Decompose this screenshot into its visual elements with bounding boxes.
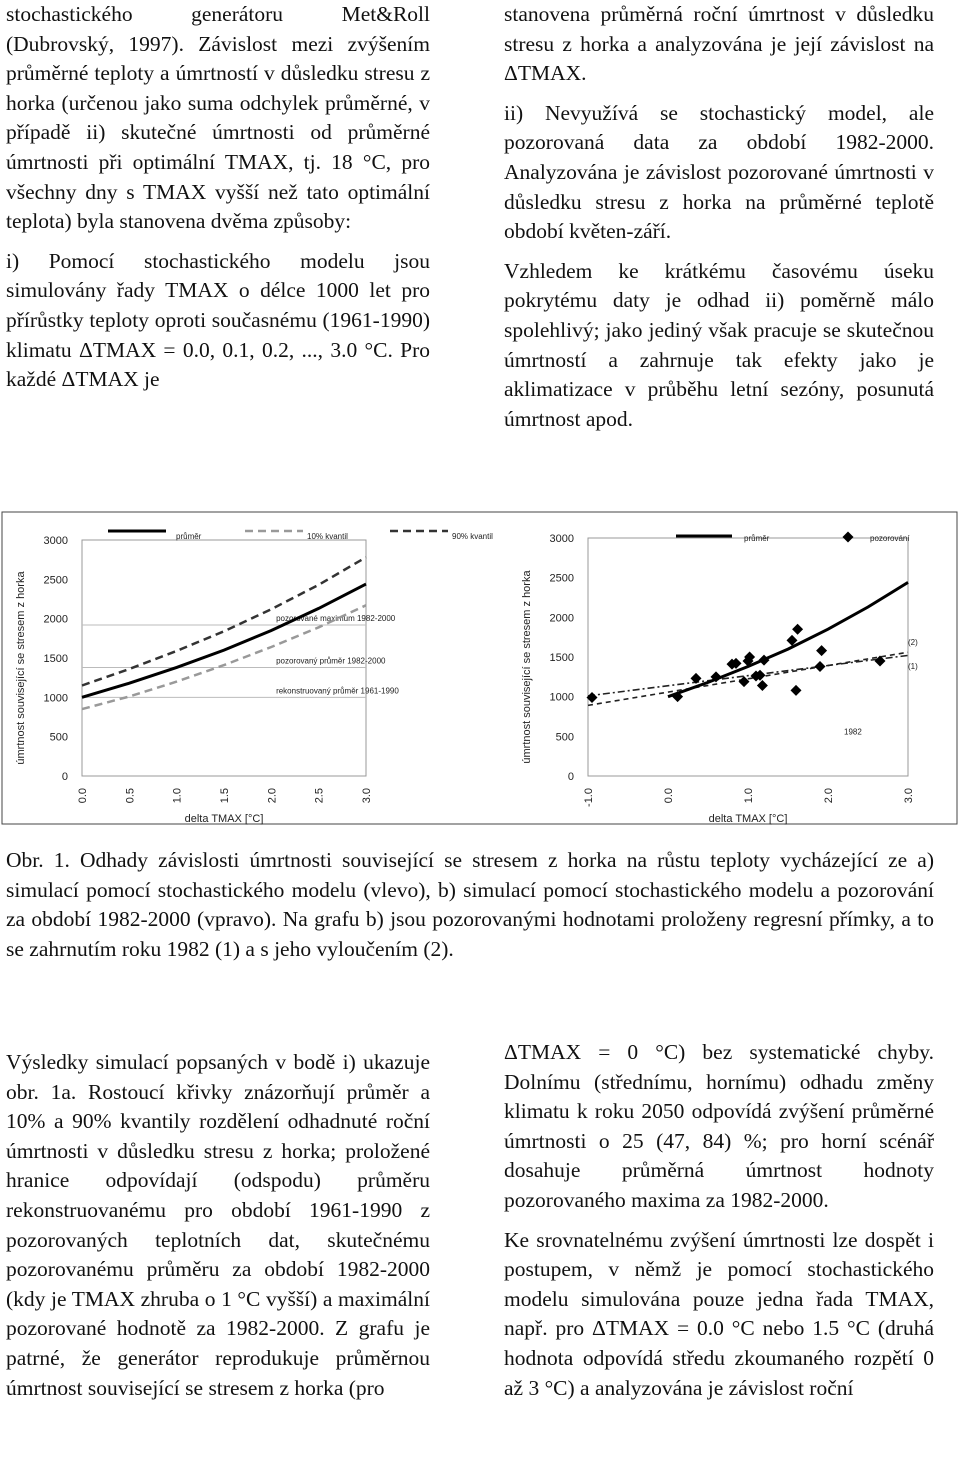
- panel-a-x-tick-label: 0.5: [124, 788, 137, 804]
- panel-a-reference-label: pozorovaný průměr 1982-2000: [276, 656, 386, 666]
- panel-b-y-axis-label: úmrtnost související se stresem z horka: [521, 570, 533, 764]
- panel-a-reference-label: pozorované maximum 1982-2000: [276, 613, 396, 623]
- panel-a-series-line: [82, 584, 366, 697]
- panel-a-y-tick-label: 3000: [43, 535, 68, 547]
- text-column-bottom-right: [504, 1038, 934, 1403]
- panel-a-x-tick-label: 2.0: [266, 788, 279, 804]
- text-column-top-left: [6, 0, 430, 395]
- panel-b-y-tick-label: 0: [567, 771, 574, 783]
- panel-b-x-tick-label: -1.0: [583, 788, 595, 807]
- panel-b-observation-point: [757, 680, 768, 691]
- panel-a-legend-label: průměr: [176, 532, 202, 541]
- panel-b-observation-point: [739, 676, 750, 687]
- text-column-top-right: [504, 0, 934, 434]
- panel-a-y-tick-label: 500: [49, 731, 68, 744]
- panel-a-y-tick-label: 2500: [43, 574, 68, 587]
- figure-1: [0, 508, 960, 830]
- panel-b-observation-point: [815, 661, 826, 672]
- panel-a-x-axis-label: delta TMAX [°C]: [184, 813, 264, 825]
- panel-a-x-tick-label: 2.5: [313, 788, 326, 804]
- panel-a-y-tick-label: 1500: [43, 653, 68, 665]
- paragraph: ΔTMAX = 0 °C) bez systematické chyby. Dolnímu (střednímu, hornímu) odhadu změny klimatu k roku 2050 odpovídá zvýšení průměrné úmrtnosti o 25 (47, 84) %; pro horní scénář dosahuje průměrná úmrtnost hodnoty pozorovaného maxima za 1982-2000.: [504, 1040, 934, 1212]
- panel-b-x-tick-label: 0.0: [663, 788, 675, 804]
- panel-b-x-tick-label: 1.0: [743, 788, 755, 804]
- panel-b-annotation: (1): [908, 661, 918, 671]
- panel-b-x-tick-label: 3.0: [903, 788, 915, 804]
- text-column-bottom-left: [6, 1048, 430, 1403]
- panel-b-legend-marker: [843, 532, 854, 543]
- paragraph: Ke srovnatelnému zvýšení úmrtnosti lze dospět i postupem, v němž je pomocí stochastického modelu simulována pouze jedna řada TMAX, např. pro ΔTMAX = 0.0 °C nebo 1.5 °C (druhá hodnota odpovídá středu zkoumaného rozpětí 0 až 3 °C) a analyzována je závislost roční: [504, 1227, 934, 1400]
- paragraph: Výsledky simulací popsaných v bodě i) ukazuje obr. 1a. Rostoucí křivky znázorňují průměr a 10% a 90% kvantily rozdělení odhadnuté roční úmrtnosti v důsledku stresu z horka; proložené hranice odpovídají (odspodu) průměru rekonstruovanému pro období 1961-1990 z pozorovaných teplotních dat, skutečnému pozorovanému průměru za období 1982-2000 (kdy je TMAX zhruba o 1 °C vyšší) a maximální pozorované hodnotě za 1982-2000. Z grafu je patrné, že generátor reprodukuje průměrnou úmrtnost související se stresem z horka (pro: [6, 1050, 430, 1400]
- panel-b-y-tick-label: 3000: [549, 533, 574, 545]
- panel-b-observation-point: [792, 624, 803, 635]
- panel-a-y-tick-label: 1000: [43, 692, 68, 705]
- panel-a-legend-label: 10% kvantil: [307, 532, 348, 541]
- paragraph: Vzhledem ke krátkému časovému úseku pokrytému daty je odhad ii) poměrně málo spolehlivý; jako jediný však pracuje se skutečnou úmrtností a zahrnuje tak efekty jako je aklimatizace v průběhu letní sezóny, posunutá úmrtnost apod.: [504, 258, 934, 431]
- panel-b-y-tick-label: 1000: [549, 691, 574, 704]
- panel-a-x-tick-label: 1.0: [171, 788, 184, 804]
- paragraph: stochastického generátoru Met&Roll (Dubrovský, 1997). Závislost mezi zvýšením průměrné teploty a úmrtností v důsledku stresu z horka (určenou jako suma odchylek průměrné, v případě ii) skutečné úmrtnosti od průměrné úmrtnosti při optimální TMAX, tj. 18 °C, pro všechny dny s TMAX vyšší než tato optimální teplota) byla stanovena dvěma způsoby:: [6, 2, 430, 234]
- panel-a-reference-label: rekonstruovaný průměr 1961-1990: [276, 686, 399, 696]
- panel-a-x-tick-label: 1.5: [219, 788, 231, 804]
- panel-a-legend-label: 90% kvantil: [452, 532, 493, 541]
- panel-b-x-axis-label: delta TMAX [°C]: [708, 813, 788, 825]
- paragraph: stanovena průměrná roční úmrtnost v důsledku stresu z horka a analyzována je její závislost na ΔTMAX.: [504, 2, 934, 86]
- panel-b-annotation: (2): [908, 638, 918, 648]
- panel-a-y-tick-label: 0: [61, 771, 68, 783]
- panel-b-x-tick-label: 2.0: [823, 788, 835, 804]
- panel-b-legend-label: průměr: [744, 534, 770, 543]
- panel-b-observation-point: [791, 685, 802, 696]
- panel-a-x-tick-label: 0.0: [77, 788, 89, 804]
- panel-b-y-tick-label: 2500: [549, 572, 574, 585]
- figure-svg: [0, 508, 960, 830]
- panel-b-observation-point: [816, 645, 827, 656]
- panel-b-annotation: 1982: [844, 727, 862, 737]
- paragraph: ii) Nevyužívá se stochastický model, ale pozorovaná data za období 1982-2000. Analyzována je závislost pozorované úmrtnosti v důsledku stresu z horka na průměrné teplotě období květen-září.: [504, 100, 934, 244]
- panel-b-y-tick-label: 2000: [549, 612, 574, 625]
- paragraph: i) Pomocí stochastického modelu jsou simulovány řady TMAX o délce 1000 let pro přírůstky teploty oproti současnému (1961-1990) klimatu ΔTMAX = 0.0, 0.1, 0.2, ..., 3.0 °C. Pro každé ΔTMAX je: [6, 248, 430, 392]
- panel-b-y-tick-label: 1500: [549, 652, 574, 664]
- panel-b-y-tick-label: 500: [555, 731, 574, 744]
- panel-b-legend-label: pozorování: [870, 534, 910, 543]
- figure-caption: Obr. 1. Odhady závislosti úmrtnosti související se stresem z horka na růstu teploty vycházející ze a) simulací pomocí stochastického modelu (vlevo), b) simulací pomocí stochastického modelu a pozorování za období 1982-2000 (vpravo). Na grafu b) jsou pozorovanými hodnotami proloženy regresní přímky, a to se zahrnutím roku 1982 (1) a s jeho vyloučením (2).: [6, 848, 934, 961]
- panel-a-y-axis-label: úmrtnost související se stresem z horka: [15, 571, 27, 765]
- panel-a-x-tick-label: 3.0: [361, 788, 373, 804]
- panel-a-y-tick-label: 2000: [43, 613, 68, 626]
